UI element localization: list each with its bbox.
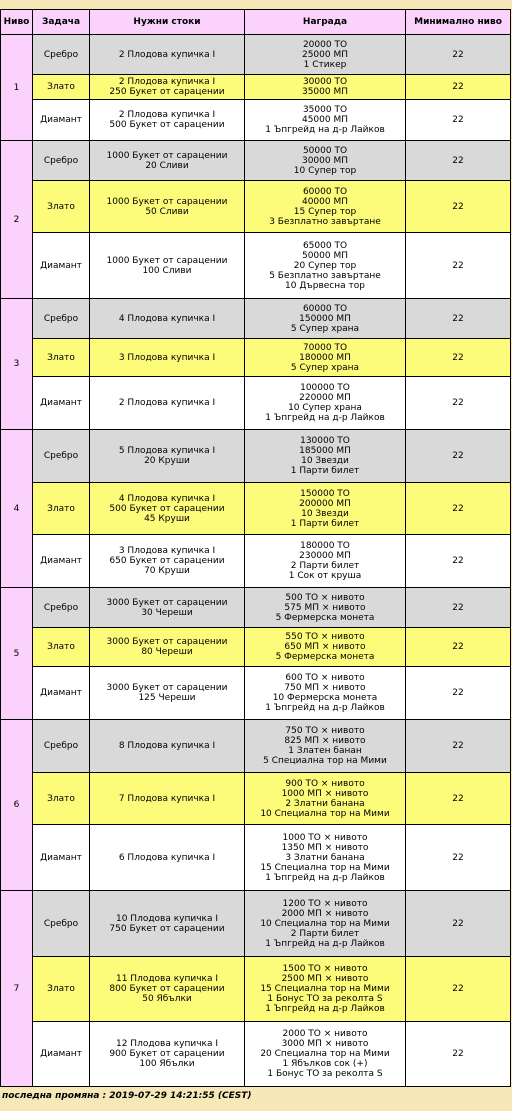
required-goods-line: 3000 Букет от сарацении: [106, 637, 228, 647]
reward-line: 10 Дървесна тор: [285, 280, 365, 291]
required-goods: [90, 667, 245, 720]
reward: [245, 181, 406, 233]
reward-line: 10 Звезди: [301, 456, 349, 466]
col-header-level: Ниво: [1, 10, 33, 35]
task-tier: Диамант: [33, 535, 90, 588]
reward: [245, 100, 406, 141]
task-tier: Сребро: [33, 891, 90, 957]
required-goods-line: 11 Плодова купичка I: [115, 974, 219, 984]
reward: [245, 588, 406, 628]
reward-line: 1 Стикер: [303, 59, 347, 70]
level-number: 7: [1, 891, 33, 1087]
required-goods-line: 10 Плодова купичка I: [115, 913, 219, 924]
reward: [245, 628, 406, 667]
col-header-min-level: Минимално ниво: [406, 10, 511, 35]
required-goods-line: 125 Череши: [138, 693, 196, 703]
required-goods: [90, 535, 245, 588]
required-goods: [90, 628, 245, 667]
min-level: 22: [406, 825, 511, 891]
reward-line: 5 Специална тор на Мими: [263, 756, 387, 766]
reward-line: 5 Фермерска монета: [275, 612, 375, 623]
last-modified: последна промяна : 2019-07-29 14:21:55 (CEST): [2, 1091, 252, 1101]
required-goods-line: 5 Плодова купичка I: [118, 446, 216, 456]
table-row: [1, 667, 511, 720]
required-goods-line: 50 Сливи: [145, 206, 189, 217]
reward-line: 1 Ъпгрейд на д-р Лайков: [265, 125, 385, 135]
required-goods-line: 750 Букет от сарацении: [109, 923, 225, 934]
task-tier: Сребро: [33, 35, 90, 75]
table-row: [1, 891, 511, 957]
required-goods: [90, 75, 245, 100]
required-goods-line: 2 Плодова купичка I: [118, 110, 216, 120]
reward-line: 50000 ТО: [302, 145, 348, 156]
level-number: 3: [1, 299, 33, 430]
required-goods: [90, 773, 245, 825]
reward-line: 500 ТО × нивото: [285, 592, 365, 603]
reward-line: 10 Специална тор на Мими: [260, 808, 390, 819]
level-number: 6: [1, 720, 33, 891]
task-tier: Диамант: [33, 100, 90, 141]
reward-line: 200000 МП: [299, 498, 351, 509]
reward-line: 45000 МП: [301, 115, 349, 125]
reward-line: 650 МП × нивото: [284, 642, 366, 652]
table-row: [1, 483, 511, 535]
reward-line: 30000 МП: [301, 155, 349, 166]
reward-line: 550 ТО × нивото: [285, 632, 365, 642]
required-goods-line: 8 Плодова купичка I: [118, 741, 216, 751]
required-goods-line: 20 Круши: [144, 456, 190, 466]
table-row: [1, 535, 511, 588]
required-goods: [90, 483, 245, 535]
level-number: 2: [1, 141, 33, 299]
reward-line: 180000 ТО: [300, 541, 350, 551]
table-row: [1, 35, 511, 75]
reward-line: 70000 ТО: [302, 342, 348, 353]
required-goods-line: 1000 Букет от сарацении: [106, 255, 228, 266]
required-goods-line: 50 Ябълки: [142, 994, 192, 1004]
required-goods-line: 800 Букет от сарацении: [109, 984, 225, 994]
min-level: 22: [406, 891, 511, 957]
min-level: 22: [406, 588, 511, 628]
reward: [245, 891, 406, 957]
required-goods-line: 6 Плодова купичка I: [118, 852, 216, 863]
required-goods: [90, 233, 245, 299]
col-header-task: Задача: [33, 10, 90, 35]
task-tier: Диамант: [33, 1022, 90, 1087]
reward-line: 180000 МП: [299, 352, 351, 363]
quest-table: [0, 9, 511, 1087]
reward: [245, 35, 406, 75]
task-tier: Сребро: [33, 720, 90, 773]
reward-line: 3 Златни банана: [285, 852, 365, 863]
min-level: 22: [406, 377, 511, 430]
reward-line: 30000 ТО: [302, 77, 348, 87]
task-tier: Сребро: [33, 430, 90, 483]
required-goods-line: 2 Плодова купичка I: [118, 398, 216, 408]
min-level: 22: [406, 720, 511, 773]
task-tier: Диамант: [33, 377, 90, 430]
reward: [245, 299, 406, 339]
required-goods: [90, 957, 245, 1022]
reward: [245, 339, 406, 377]
reward-line: 2000 ТО × нивото: [282, 1029, 368, 1039]
required-goods-line: 100 Сливи: [142, 265, 192, 276]
reward-line: 2 Парти билет: [290, 561, 360, 571]
reward-line: 20000 ТО: [302, 39, 348, 50]
reward-line: 230000 МП: [299, 551, 351, 561]
reward-line: 2500 МП × нивото: [281, 974, 369, 984]
reward: [245, 75, 406, 100]
required-goods-line: 250 Букет от сарацении: [109, 87, 225, 97]
task-tier: Злато: [33, 957, 90, 1022]
reward-line: 10 Супер тор: [293, 165, 357, 176]
reward-line: 1500 ТО × нивото: [282, 964, 368, 974]
reward-line: 1 Ъпгрейд на д-р Лайков: [265, 938, 385, 949]
required-goods-line: 30 Череши: [141, 607, 193, 618]
min-level: 22: [406, 299, 511, 339]
task-tier: Злато: [33, 628, 90, 667]
required-goods-line: 3 Плодова купичка I: [118, 352, 216, 363]
task-tier: Злато: [33, 181, 90, 233]
reward-line: 15 Специална тор на Мими: [260, 984, 390, 994]
required-goods: [90, 100, 245, 141]
reward: [245, 233, 406, 299]
reward: [245, 720, 406, 773]
required-goods: [90, 588, 245, 628]
min-level: 22: [406, 181, 511, 233]
reward-line: 3 Безплатно завъртане: [269, 216, 381, 227]
required-goods-line: 3000 Букет от сарацении: [106, 597, 228, 608]
required-goods-line: 7 Плодова купичка I: [118, 793, 216, 804]
reward-line: 5 Супер храна: [290, 362, 360, 373]
col-header-reward: Награда: [245, 10, 406, 35]
header-row: [1, 10, 511, 35]
required-goods-line: 12 Плодова купичка I: [115, 1039, 219, 1049]
reward: [245, 667, 406, 720]
reward-line: 1 Златен банан: [288, 746, 362, 756]
table-row: [1, 773, 511, 825]
min-level: 22: [406, 141, 511, 181]
required-goods-line: 100 Ябълки: [139, 1059, 195, 1069]
reward: [245, 957, 406, 1022]
level-number: 1: [1, 35, 33, 141]
reward: [245, 825, 406, 891]
task-tier: Диамант: [33, 667, 90, 720]
required-goods: [90, 141, 245, 181]
reward-line: 1 Ъпгрейд на д-р Лайков: [265, 703, 385, 713]
reward-line: 40000 МП: [301, 196, 349, 207]
reward-line: 750 ТО × нивото: [285, 726, 365, 736]
required-goods: [90, 299, 245, 339]
table-row: [1, 1022, 511, 1087]
reward: [245, 141, 406, 181]
reward-line: 25000 МП: [301, 49, 349, 60]
min-level: 22: [406, 535, 511, 588]
reward-line: 20 Супер тор: [293, 260, 357, 271]
reward-line: 150000 ТО: [300, 488, 350, 499]
table-row: [1, 377, 511, 430]
task-tier: Сребро: [33, 141, 90, 181]
reward-line: 600 ТО × нивото: [285, 673, 365, 683]
required-goods-line: 3000 Букет от сарацении: [106, 683, 228, 693]
table-row: [1, 957, 511, 1022]
required-goods-line: 500 Букет от сарацении: [109, 120, 225, 130]
required-goods: [90, 339, 245, 377]
reward-line: 15 Супер тор: [293, 206, 357, 217]
reward-line: 825 МП × нивото: [284, 736, 366, 746]
required-goods-line: 4 Плодова купичка I: [118, 313, 216, 324]
reward-line: 10 Звезди: [301, 508, 349, 519]
reward-line: 5 Безплатно завъртане: [269, 270, 381, 281]
required-goods: [90, 181, 245, 233]
reward-line: 220000 МП: [299, 393, 351, 403]
table-row: [1, 825, 511, 891]
reward-line: 1 Бонус ТО за реколта S: [267, 994, 383, 1004]
task-tier: Диамант: [33, 825, 90, 891]
table-row: [1, 299, 511, 339]
required-goods-line: 500 Букет от сарацении: [109, 503, 225, 514]
required-goods-line: 650 Букет от сарацении: [109, 556, 225, 566]
reward-line: 60000 ТО: [302, 186, 348, 197]
reward-line: 10 Фермерска монета: [272, 693, 378, 703]
reward-line: 1 Ъпгрейд на д-р Лайков: [265, 1004, 385, 1014]
reward-line: 2000 МП × нивото: [281, 908, 369, 919]
min-level: 22: [406, 957, 511, 1022]
min-level: 22: [406, 339, 511, 377]
reward-line: 2 Златни банана: [285, 798, 365, 809]
level-number: 4: [1, 430, 33, 588]
required-goods-line: 70 Круши: [144, 566, 190, 576]
reward-line: 1 Бонус ТО за реколта S: [267, 1069, 383, 1079]
table-row: [1, 588, 511, 628]
required-goods-line: 1000 Букет от сарацении: [106, 196, 228, 207]
min-level: 22: [406, 483, 511, 535]
min-level: 22: [406, 1022, 511, 1087]
task-tier: Злато: [33, 339, 90, 377]
reward: [245, 773, 406, 825]
required-goods-line: 2 Плодова купичка I: [118, 77, 216, 87]
reward-line: 35000 ТО: [302, 105, 348, 115]
reward-line: 1 Парти билет: [290, 466, 360, 476]
task-tier: Сребро: [33, 299, 90, 339]
reward: [245, 483, 406, 535]
table-row: [1, 181, 511, 233]
required-goods-line: 1000 Букет от сарацении: [106, 150, 228, 161]
table-body: [1, 35, 511, 1087]
reward-line: 900 ТО × нивото: [285, 778, 365, 789]
reward-line: 60000 ТО: [302, 303, 348, 314]
col-header-goods: Нужни стоки: [90, 10, 245, 35]
table-row: [1, 628, 511, 667]
reward: [245, 1022, 406, 1087]
required-goods-line: 4 Плодова купичка I: [118, 493, 216, 504]
task-tier: Сребро: [33, 588, 90, 628]
required-goods-line: 45 Круши: [144, 513, 190, 524]
reward-line: 1 Парти билет: [290, 518, 360, 529]
reward-line: 1 Ъпгрейд на д-р Лайков: [265, 413, 385, 423]
required-goods: [90, 1022, 245, 1087]
table-row: [1, 233, 511, 299]
table-row: [1, 75, 511, 100]
min-level: 22: [406, 100, 511, 141]
required-goods: [90, 430, 245, 483]
reward-line: 3000 МП × нивото: [281, 1039, 369, 1049]
reward-line: 1 Сок от круша: [288, 571, 362, 581]
required-goods: [90, 35, 245, 75]
required-goods-line: 80 Череши: [141, 647, 193, 657]
reward-line: 1200 ТО × нивото: [282, 898, 368, 909]
reward: [245, 430, 406, 483]
task-tier: Злато: [33, 773, 90, 825]
min-level: 22: [406, 430, 511, 483]
task-tier: Злато: [33, 483, 90, 535]
table-row: [1, 100, 511, 141]
min-level: 22: [406, 75, 511, 100]
reward-line: 5 Супер храна: [290, 323, 360, 334]
reward-line: 1 Ябълков сок (+): [282, 1059, 368, 1069]
reward-line: 130000 ТО: [300, 436, 350, 446]
table-row: [1, 430, 511, 483]
min-level: 22: [406, 35, 511, 75]
required-goods: [90, 720, 245, 773]
table-row: [1, 141, 511, 181]
required-goods: [90, 377, 245, 430]
task-tier: Диамант: [33, 233, 90, 299]
reward-line: 10 Супер храна: [288, 403, 362, 413]
min-level: 22: [406, 628, 511, 667]
reward-line: 2 Парти билет: [290, 928, 360, 939]
reward-line: 20 Специална тор на Мими: [260, 1049, 390, 1059]
reward-line: 10 Специална тор на Мими: [260, 918, 390, 929]
reward-line: 185000 МП: [299, 446, 351, 456]
required-goods-line: 2 Плодова купичка I: [118, 49, 216, 60]
reward-line: 50000 МП: [301, 250, 349, 261]
reward-line: 575 МП × нивото: [284, 602, 366, 613]
reward-line: 100000 ТО: [300, 383, 350, 393]
table-row: [1, 720, 511, 773]
reward-line: 750 МП × нивото: [284, 683, 366, 693]
reward-line: 15 Специална тор на Мими: [260, 862, 390, 873]
reward-line: 65000 ТО: [302, 240, 348, 251]
task-tier: Злато: [33, 75, 90, 100]
level-number: 5: [1, 588, 33, 720]
table-row: [1, 339, 511, 377]
required-goods: [90, 825, 245, 891]
min-level: 22: [406, 233, 511, 299]
reward: [245, 535, 406, 588]
required-goods-line: 900 Букет от сарацении: [109, 1049, 225, 1059]
reward-line: 35000 МП: [301, 87, 349, 97]
reward-line: 1 Ъпгрейд на д-р Лайков: [265, 872, 385, 883]
reward-line: 1000 ТО × нивото: [282, 832, 368, 843]
reward-line: 1350 МП × нивото: [281, 842, 369, 853]
reward-line: 5 Фермерска монета: [275, 652, 375, 662]
reward: [245, 377, 406, 430]
reward-line: 1000 МП × нивото: [281, 788, 369, 799]
required-goods-line: 3 Плодова купичка I: [118, 546, 216, 556]
min-level: 22: [406, 667, 511, 720]
min-level: 22: [406, 773, 511, 825]
required-goods-line: 20 Сливи: [145, 160, 189, 171]
reward-line: 150000 МП: [299, 313, 351, 324]
required-goods: [90, 891, 245, 957]
